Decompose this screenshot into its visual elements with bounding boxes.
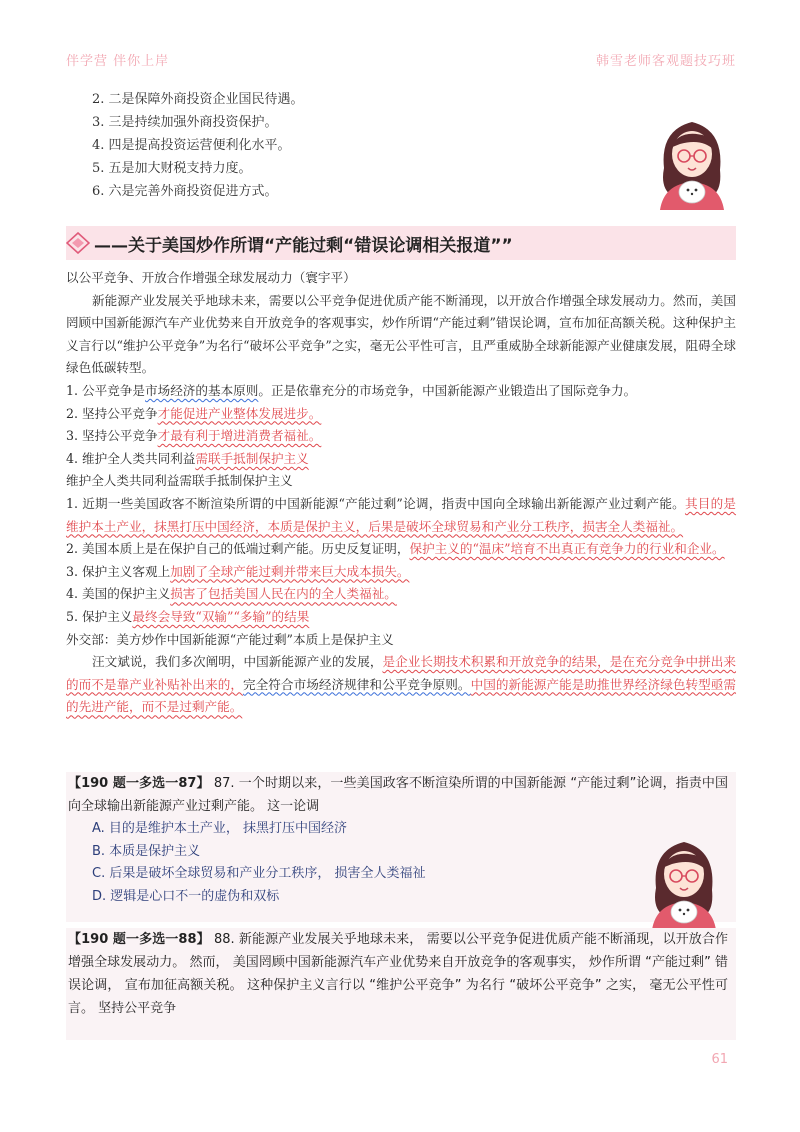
list-item: 4. 四是提高投资运营便利化水平。	[92, 138, 291, 153]
header-brand: 伴学营 伴你上岸	[66, 54, 170, 69]
highlight-text: 加剧了全球产能过剩并带来巨大成本损失。	[170, 563, 410, 579]
question-87	[66, 772, 736, 922]
point-3	[66, 425, 736, 448]
highlight-text: 其目的是维护本土产业，抹黑打压中国经济，本质是保护主义，后果是破坏全球贸易和产业分工秩序，损害全人类福祉。	[66, 495, 737, 534]
highlight-text: 最终会导致“双输”“多输”的结果	[132, 608, 310, 624]
highlight-text: 完全符合市场经济规律和公平竞争原则。	[243, 676, 471, 692]
teacher-avatar-illustration	[642, 830, 726, 930]
highlight-text: 需联手抵制保护主义	[195, 450, 309, 466]
section-banner	[66, 226, 736, 260]
question-88	[66, 928, 736, 1040]
question-text: 87. 一个时期以来，一些美国政客不断渲染所谓的中国新能源 “产能过剩”论调，指责中国向全球输出新能源产业过剩产能。 这一论调	[68, 776, 728, 814]
highlight-text: 才能促进产业整体发展进步。	[157, 405, 322, 421]
page-header	[0, 0, 800, 80]
highlight-text: 中国的新能源产能是助推世界经济绿色转型亟需的先进产能，而不是过剩产能。	[66, 676, 737, 715]
paragraph	[66, 651, 736, 719]
point-text: 汪文斌说，我们多次阐明，中国新能源产业的发展，	[92, 654, 383, 670]
list-item: 6. 六是完善外商投资促进方式。	[92, 184, 278, 199]
point-m4	[66, 583, 736, 606]
point-text: 3. 保护主义客观上	[66, 563, 171, 579]
point-text: 4. 美国的保护主义	[66, 586, 171, 602]
point-m3	[66, 561, 736, 584]
top-list	[92, 88, 612, 203]
article-body	[66, 267, 737, 719]
paragraph: 新能源产业发展关乎地球未来，需要以公平竞争促进优质产能不断涌现，以开放合作增强全球发展动力。然而，美国罔顾中国新能源汽车产业优势来自开放竞争的客观事实，炒作所谓“产能过剩”错误论调，宣布加征高额关税。这种保护主义言行以“维护公平竞争”为名行“破坏公平竞争”之实，毫无公平性可言，且严重威胁全球新能源产业健康发展，阻碍全球绿色低碳转型。	[66, 292, 736, 376]
list-item: 2. 二是保障外商投资企业国民待遇。	[92, 92, 304, 107]
point-text: 4. 维护全人类共同利益	[66, 450, 196, 466]
point-2	[66, 403, 736, 426]
teacher-avatar-illustration	[650, 110, 734, 210]
header-course-title: 韩雪老师客观题技巧班	[595, 54, 736, 69]
option-d[interactable]: D. 逻辑是心口不一的虚伪和双标	[92, 888, 280, 904]
point-text: 5. 保护主义	[66, 608, 133, 624]
subheading: 外交部：美方炒作中国新能源“产能过剩”本质上是保护主义	[66, 631, 394, 647]
question-stem	[66, 772, 736, 818]
point-text: 2. 坚持公平竞争	[66, 405, 158, 421]
option-c[interactable]: C. 后果是破坏全球贸易和产业分工秩序， 损害全人类福祉	[92, 866, 426, 881]
point-text: 。正是依靠充分的市场竞争，中国新能源产业锻造出了国际竞争力。	[258, 382, 637, 398]
section-title: ——关于美国炒作所谓“产能过剩“错误论调相关报道””	[94, 236, 513, 256]
point-m2	[66, 538, 736, 561]
list-item: 3. 三是持续加强外商投资保护。	[92, 115, 278, 130]
highlight-text: 保护主义的“温床”培育不出真正有竞争力的行业和企业。	[409, 541, 725, 557]
point-text: 1. 近期一些美国政客不断渲染所谓的中国新能源“产能过剩”论调，指责中国向全球输出新能源产业过剩产能。	[66, 495, 685, 511]
diamond-icon	[66, 232, 90, 254]
point-1	[66, 380, 736, 403]
point-4	[66, 448, 736, 471]
page-number: 61	[711, 1052, 728, 1067]
highlight-text: 损害了包括美国人民在内的全人类福祉。	[170, 586, 397, 602]
option-b[interactable]: B. 本质是保护主义	[92, 843, 201, 859]
point-m5	[66, 606, 736, 629]
point-text: 2. 美国本质上是在保护自己的低端过剩产能。历史反复证明，	[66, 541, 410, 557]
highlight-text: 是企业长期技术积累和开放竞争的结果，是在充分竞争中拼出来的而不是靠产业补贴补出来的，	[66, 654, 737, 692]
list-item: 5. 五是加大财税支持力度。	[92, 161, 252, 176]
subheading: 维护全人类共同利益需联手抵制保护主义	[66, 473, 293, 489]
option-a[interactable]: A. 目的是维护本土产业， 抹黑打压中国经济	[92, 821, 348, 836]
question-stem	[66, 928, 736, 1020]
point-text: 3. 坚持公平竞争	[66, 428, 158, 444]
point-m1	[66, 493, 736, 538]
question-text: 88. 新能源产业发展关乎地球未来， 需要以公平竞争促进优质产能不断涌现，以开放合作增强全球发展动力。 然而， 美国罔顾中国新能源汽车产业优势来自开放竞争的客观事实， 炒作所谓 “产能过剩” 错误论调， 宣布加征高额关税。 这种保护主义言行以 “维护公平竞争” 为名行 “破坏公平竞争” 之实， 毫无公平性可言。 坚持公平竞争	[68, 932, 728, 1016]
question-tag: 【190 题一多选一87】	[68, 776, 210, 791]
highlight-text: 市场经济的基本原则	[145, 382, 259, 398]
article-heading: 以公平竞争、开放合作增强全球发展动力（寰宇平）	[66, 270, 356, 285]
question-tag: 【190 题一多选一88】	[68, 932, 210, 947]
highlight-text: 才最有利于增进消费者福祉。	[157, 428, 322, 444]
point-text: 1. 公平竞争是	[66, 382, 145, 398]
